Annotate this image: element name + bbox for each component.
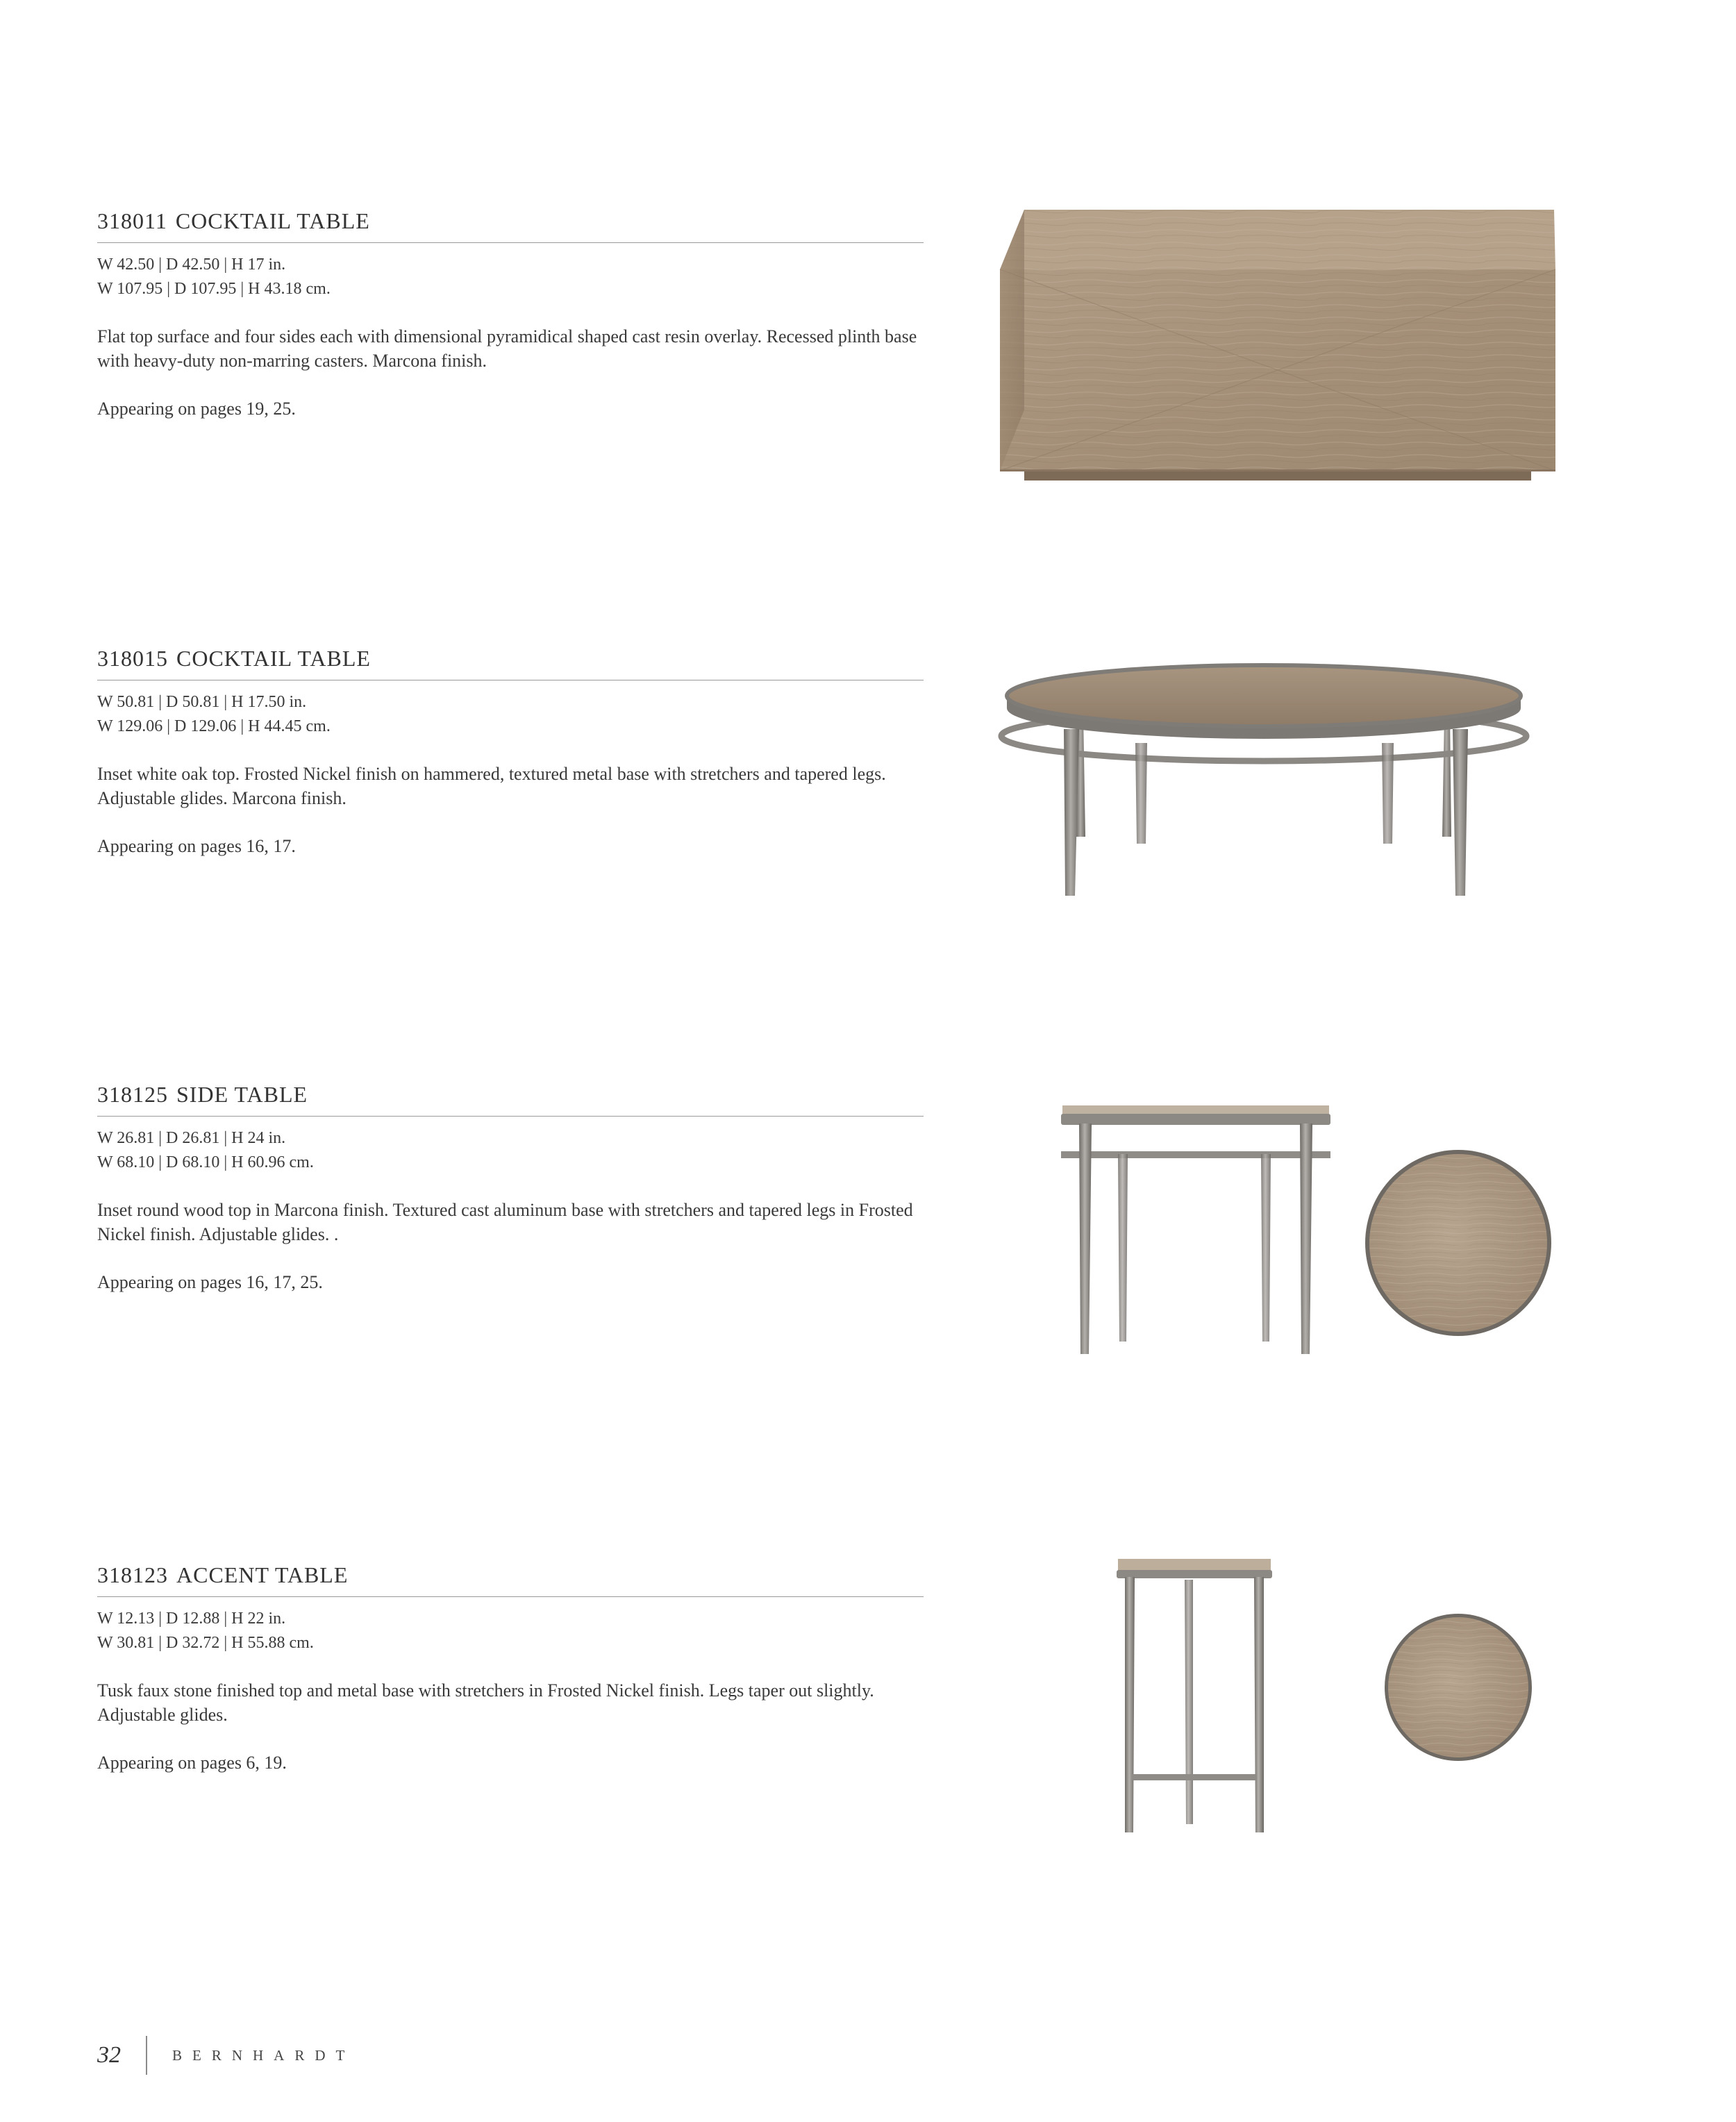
product-title (97, 646, 924, 680)
dimensions-inches: W 42.50 | D 42.50 | H 17 in. (97, 256, 286, 274)
product-title (97, 1562, 924, 1597)
footer-divider (146, 2036, 147, 2075)
product-description: Flat top surface and four sides each with dimensional pyramidical shaped cast resin overlay. Recessed plinth base with heavy-duty non-marring casters. Marcona finish. (97, 326, 917, 371)
dimensions-inches: W 12.13 | D 12.88 | H 22 in. (97, 1610, 286, 1628)
cocktail-table-cube-image (986, 201, 1576, 493)
product-dimensions (97, 253, 924, 301)
product-name: ACCENT TABLE (176, 1562, 349, 1587)
accent-table-top-view-image (1382, 1611, 1535, 1764)
product-code: 318123 (97, 1562, 168, 1587)
product-name: COCKTAIL TABLE (175, 208, 370, 233)
product-dimensions (97, 1607, 924, 1655)
product-318015 (97, 646, 924, 858)
product-code: 318125 (97, 1082, 168, 1107)
page-number: 32 (97, 2042, 121, 2068)
brand-logo-text: BERNHARDT (172, 2046, 356, 2064)
product-pages: Appearing on pages 16, 17. (97, 836, 296, 856)
dimensions-cm: W 68.10 | D 68.10 | H 60.96 cm. (97, 1153, 314, 1171)
product-description: Tusk faux stone finished top and metal base with stretchers in Frosted Nickel finish. Legs taper out slightly. Adjustable glides. (97, 1680, 874, 1725)
side-table-image (1049, 1097, 1340, 1361)
cocktail-table-round-image (993, 660, 1535, 910)
product-name: SIDE TABLE (176, 1082, 308, 1107)
product-title (97, 1082, 924, 1117)
dimensions-inches: W 50.81 | D 50.81 | H 17.50 in. (97, 693, 307, 711)
product-318125 (97, 1082, 924, 1294)
product-pages: Appearing on pages 19, 25. (97, 399, 296, 419)
dimensions-inches: W 26.81 | D 26.81 | H 24 in. (97, 1129, 286, 1147)
product-dimensions (97, 690, 924, 739)
product-pages: Appearing on pages 16, 17, 25. (97, 1272, 323, 1292)
product-name: COCKTAIL TABLE (176, 646, 371, 671)
dimensions-cm: W 129.06 | D 129.06 | H 44.45 cm. (97, 717, 331, 735)
accent-table-image (1111, 1552, 1278, 1844)
product-318123 (97, 1562, 924, 1775)
page-footer (97, 2035, 355, 2076)
product-318011 (97, 208, 924, 421)
dimensions-cm: W 30.81 | D 32.72 | H 55.88 cm. (97, 1634, 314, 1652)
product-code: 318011 (97, 208, 167, 233)
product-pages: Appearing on pages 6, 19. (97, 1753, 287, 1773)
product-description: Inset round wood top in Marcona finish. Textured cast aluminum base with stretchers and tapered legs in Frosted Nickel finish. Adjustable glides. . (97, 1200, 913, 1244)
side-table-top-view-image (1361, 1146, 1555, 1340)
product-dimensions (97, 1126, 924, 1175)
product-title (97, 208, 924, 243)
dimensions-cm: W 107.95 | D 107.95 | H 43.18 cm. (97, 280, 331, 298)
product-code: 318015 (97, 646, 168, 671)
product-description: Inset white oak top. Frosted Nickel finish on hammered, textured metal base with stretchers and tapered legs. Adjustable glides. Marcona finish. (97, 764, 886, 808)
